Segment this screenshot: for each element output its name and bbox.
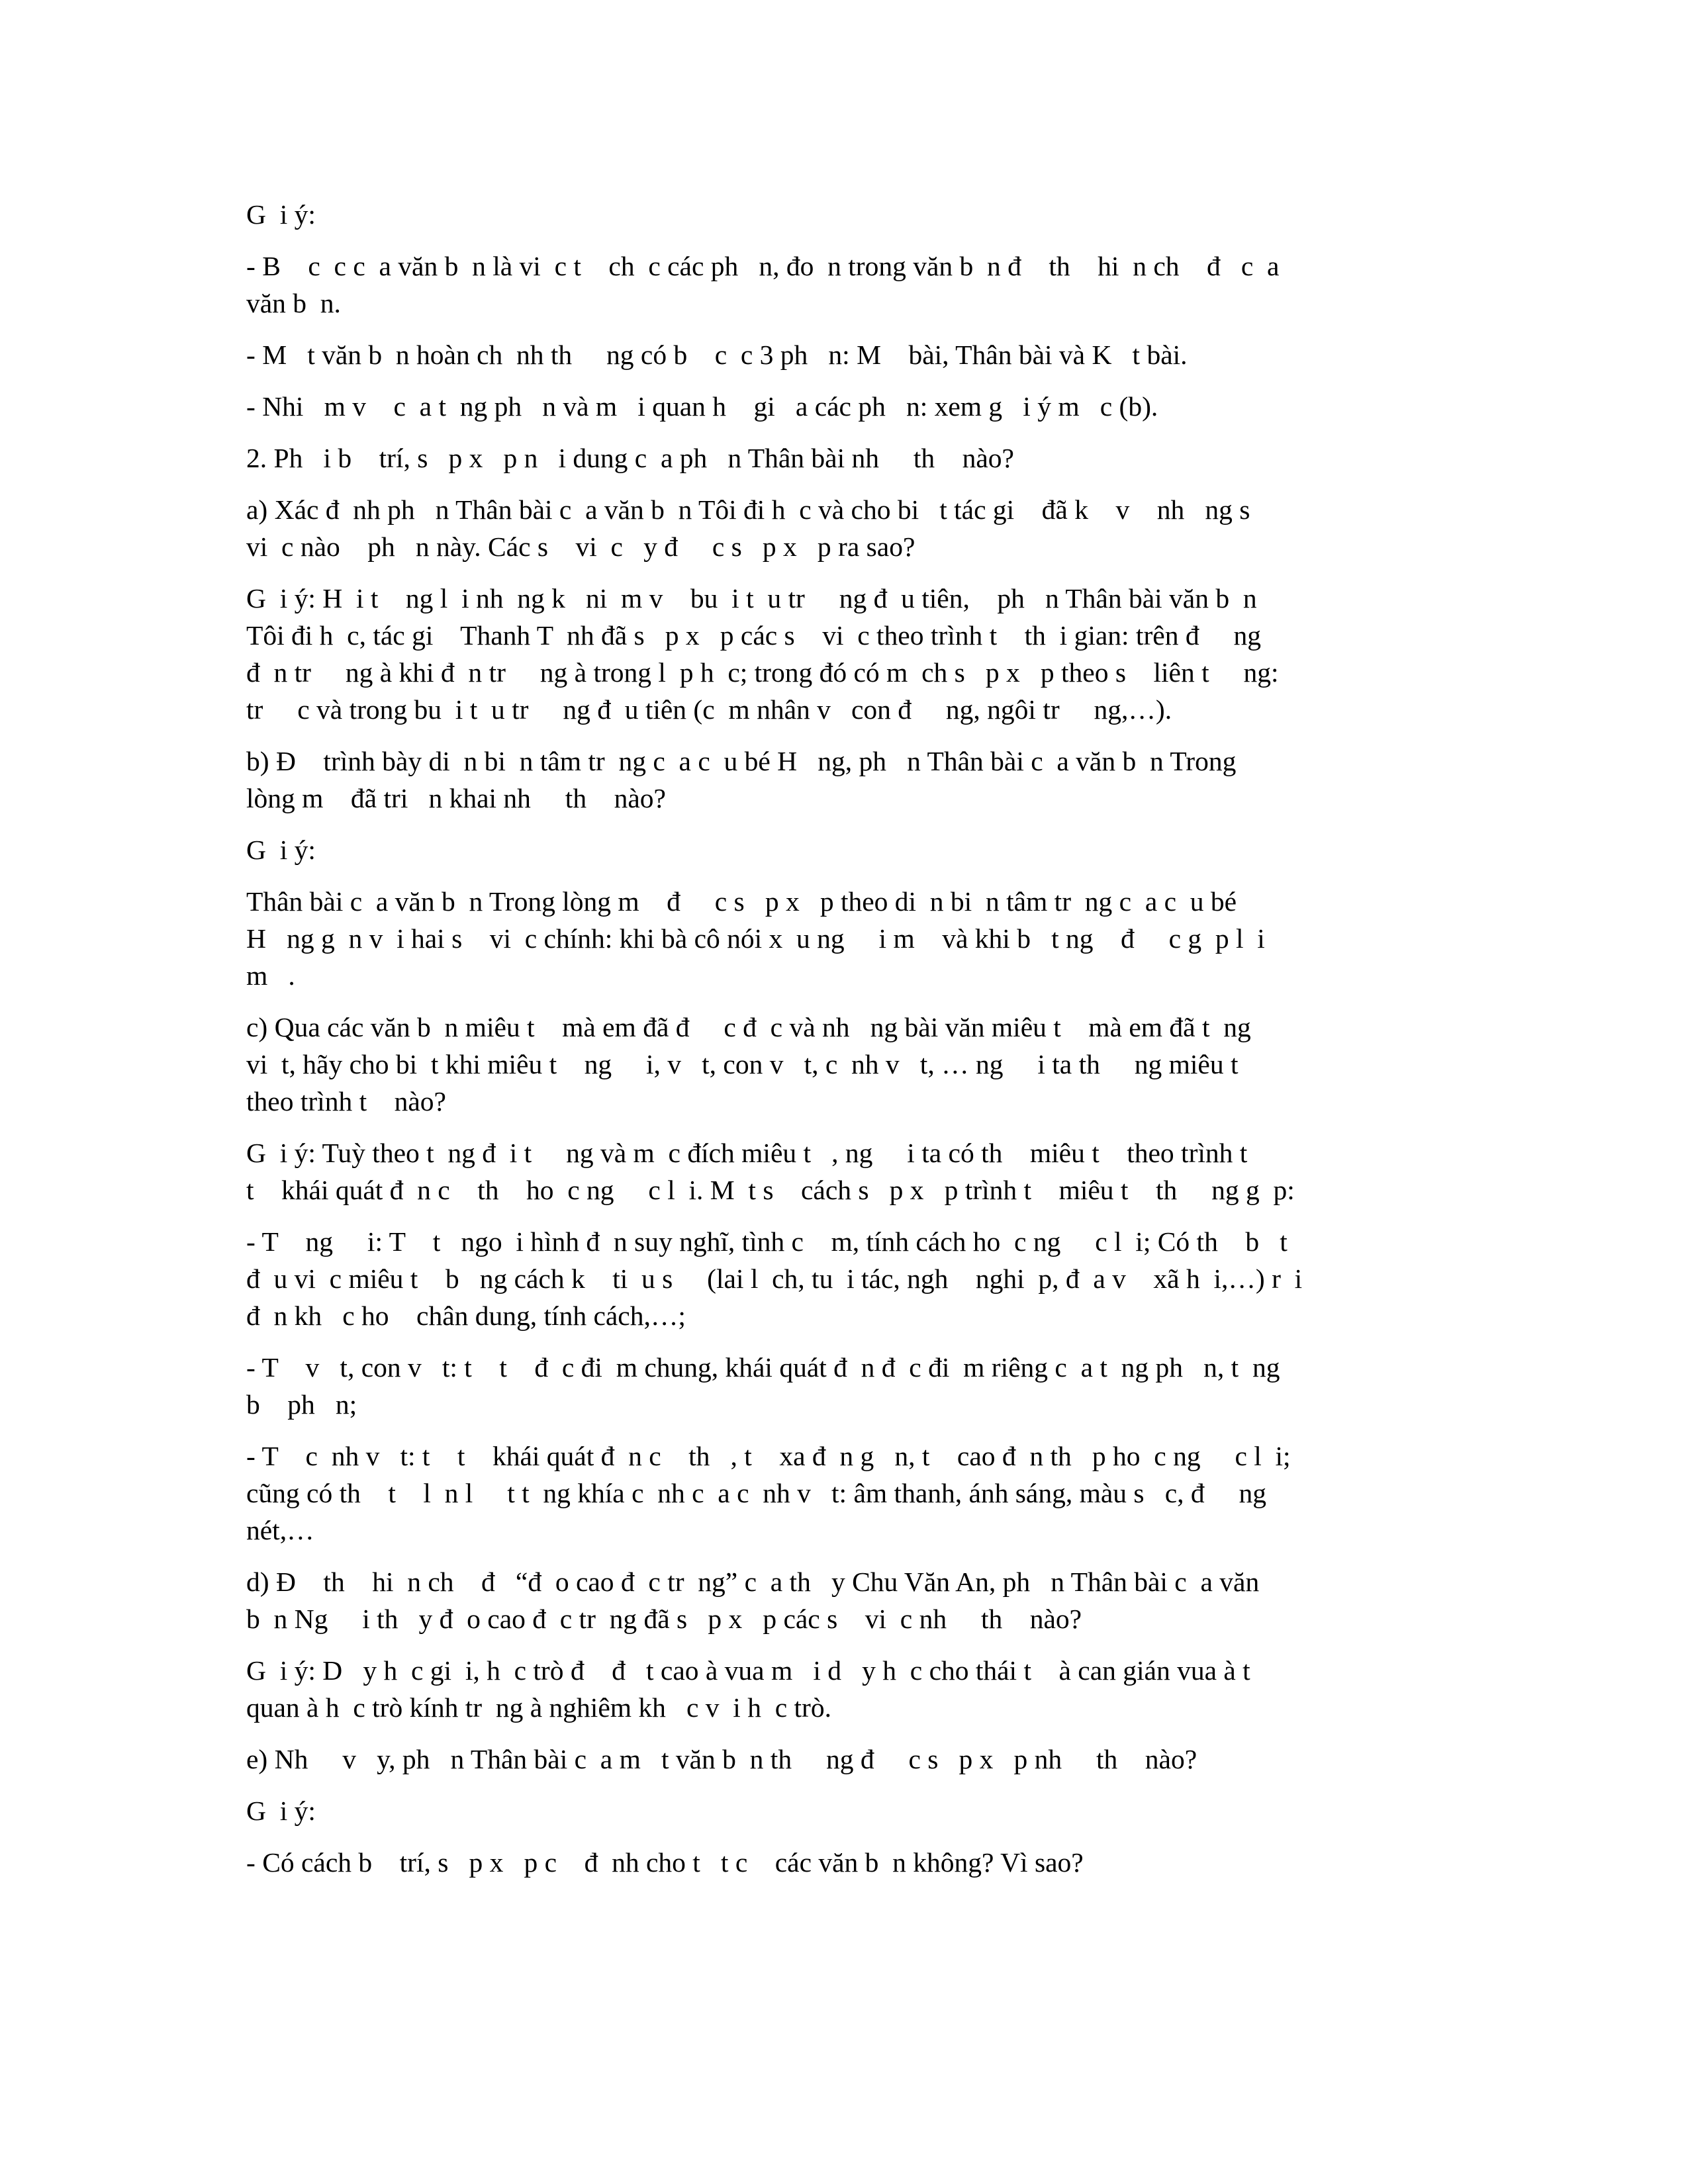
paragraph-three-parts: - M t văn b n hoàn ch nh th ng có b c c 3 ph n: M bài, Thân bài và K t bài. — [246, 340, 1188, 370]
question-2b: b) Đ trình bày di n bi n tâm tr ng c a c u bé H ng, ph n Thân bài c a văn b n Trong lòng m đã tri n khai nh th nào? — [246, 746, 1237, 813]
question-2e: e) Nh v y, ph n Thân bài c a m t văn b n th ng đ c s p x p nh th nào? — [246, 1744, 1197, 1774]
question-2: 2. Ph i b trí, s p x p n i dung c a ph n Thân bài nh th nào? — [246, 443, 1014, 473]
hint-heading: G i ý: — [246, 199, 316, 230]
hint-2c: G i ý: Tuỳ theo t ng đ i t ng và m c đích miêu t , ng i ta có th miêu t theo trình t t khái quát đ n c th ho c ng c l i. M t s cách s p x p trình t miêu t th ng g p: — [246, 1138, 1295, 1205]
paragraph-layout-definition: - B c c c a văn b n là vi c t ch c các ph n, đo n trong văn b n đ th hi n ch đ c a văn b n. — [246, 251, 1280, 318]
hint-2a: G i ý: H i t ng l i nh ng k ni m v bu i t u tr ng đ u tiên, ph n Thân bài văn b n Tôi đi h c, tác gi Thanh T nh đã s p x p các s vi c theo trình t th i gian: trên đ ng đ n tr ng à khi đ n tr ng à trong l p h c; trong đó có m ch s p x p theo s liên t ng: tr c và trong bu i t u tr ng đ u tiên (c m nhân v con đ ng, ngôi tr ng,…). — [246, 583, 1279, 725]
question-2c: c) Qua các văn b n miêu t mà em đã đ c đ c và nh ng bài văn miêu t mà em đã t ng vi t, hãy cho bi t khi miêu t ng i, v t, con v t, c nh v t, … ng i ta th ng miêu t theo trình t nào? — [246, 1012, 1251, 1116]
hint-describe-objects: - T v t, con v t: t t đ c đi m chung, khái quát đ n đ c đi m riêng c a t ng ph n, t ng b ph n; — [246, 1352, 1280, 1420]
question-2a: a) Xác đ nh ph n Thân bài c a văn b n Tôi đi h c và cho bi t tác gi đã k v nh ng s vi c nào ph n này. Các s vi c y đ c s p x p ra sao? — [246, 494, 1250, 562]
hint-heading-2e: G i ý: — [246, 1796, 316, 1826]
hint-describe-people: - T ng i: T t ngo i hình đ n suy nghĩ, tình c m, tính cách ho c ng c l i; Có th b t đ u vi c miêu t b ng cách k ti u s (lai l ch, tu i tác, ngh nghi p, đ a v xã h i,…) r i đ n kh c ho chân dung, tính cách,…; — [246, 1226, 1303, 1331]
hint-2e: - Có cách b trí, s p x p c đ nh cho t t c các văn b n không? Vì sao? — [246, 1847, 1084, 1878]
document-page — [246, 196, 1438, 1895]
paragraph-part-roles: - Nhi m v c a t ng ph n và m i quan h gi a các ph n: xem g i ý m c (b). — [246, 391, 1158, 422]
question-2d: d) Đ th hi n ch đ “đ o cao đ c tr ng” c a th y Chu Văn An, ph n Thân bài c a văn b n Ng i th y đ o cao đ c tr ng đã s p x p các s vi c nh th nào? — [246, 1567, 1260, 1634]
hint-2b: Thân bài c a văn b n Trong lòng m đ c s p x p theo di n bi n tâm tr ng c a c u bé H ng g n v i hai s vi c chính: khi bà cô nói x u ng i m và khi b t ng đ c g p l i m . — [246, 886, 1265, 991]
hint-describe-scenery: - T c nh v t: t t khái quát đ n c th , t xa đ n g n, t cao đ n th p ho c ng c l i; cũng có th t l n l t t ng khía c nh c a c nh v t: âm thanh, ánh sáng, màu s c, đ ng nét,… — [246, 1441, 1291, 1545]
hint-2d: G i ý: D y h c gi i, h c trò đ đ t cao à vua m i d y h c cho thái t à can gián vua à t quan à h c trò kính tr ng à nghiêm kh c v i h c trò. — [246, 1655, 1250, 1723]
hint-heading-2b: G i ý: — [246, 835, 316, 865]
